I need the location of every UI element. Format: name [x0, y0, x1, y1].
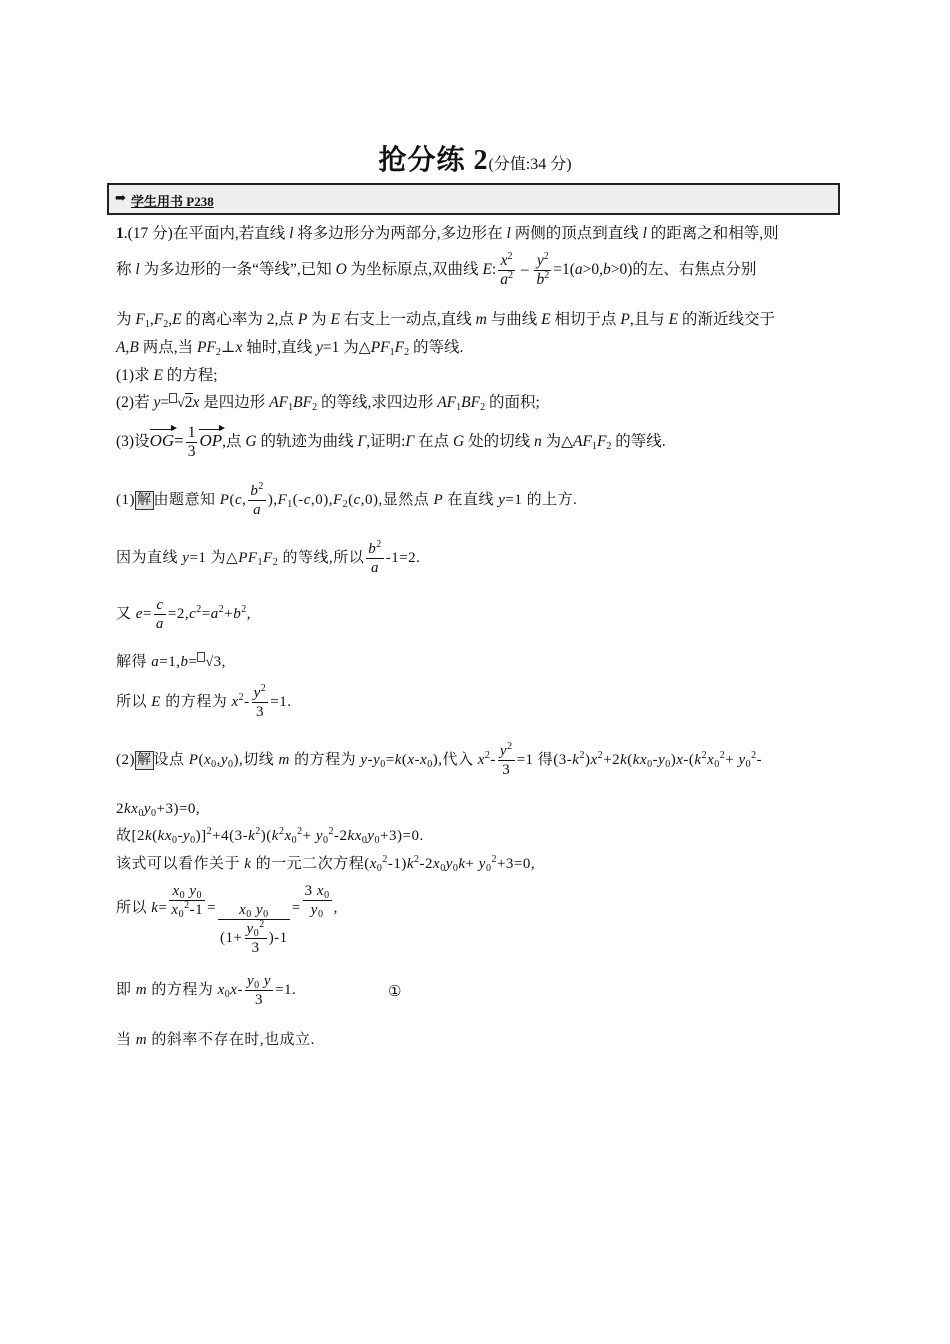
problem-line-2: 称 l 为多边形的一条“等线”,已知 O 为坐标原点,双曲线 E: $\frac{x^2}{a^2}$ – $\frac{y^2}{b^2}$ =1(a>0,b>0)的左、右焦点分别 — [116, 251, 757, 288]
solution-line-1: (1) 解 由题意知 P(c, $\frac{b^2}{a}$ )$,F_1(-c,0),F_2(c,0)$,显然点 P 在直线 y=1 的上方. — [116, 481, 578, 518]
solution-marker: 解 — [137, 492, 152, 508]
arrow-icon: ➡ — [115, 190, 126, 205]
solution-line-5: 所以 E 的方程为 $x^2-$ $\frac{y^2}{3}$ =1. — [116, 683, 292, 720]
problem-line-4: A,B 两点,当 $PF_2\perp x$ 轴时,直线 y=1 为$\triangle PF_1F_2$ 的等线. — [116, 339, 464, 358]
solution-line-7: $2kx_0y_0+3)=0$, — [116, 801, 201, 819]
textbook-reference-banner — [107, 183, 840, 215]
problem-part-2: (2)若 y= √2x 是四边形 $AF_1BF_2$ 的等线,求四边形 $AF_1BF_2$ 的面积; — [116, 394, 540, 413]
solution-line-8: 故$[2k(kx_0-y_0)]^2+4(3-k^2)(k^2x_0^2+ y_0^2-2kx_0y_0+3)=0$. — [116, 826, 424, 846]
equation-marker: ① — [388, 984, 402, 1000]
textbook-reference-link[interactable]: 学生用书 P238 — [131, 194, 214, 209]
solution-marker-2: 解 — [137, 752, 152, 768]
solution-line-6: (2) 解 设点 $P(x_0,y_0)$,切线 m 的方程为 $y-y_0=k(x-x_0)$,代入 $x^2-$ $\frac{y^2}{3}$ =1 得$(3-k^2)x^2+2k(kx_0-y_0)x-(k^2x_0^2+ y_0^2-$ — [116, 741, 763, 778]
solution-line-11: 即 m 的方程为 $x_0x-$ $\frac{y_0 y}{3}$ =1. — [116, 973, 297, 1008]
title-main: 抢分练 2 — [378, 145, 489, 176]
title-score: (分值:34 分) — [488, 156, 572, 173]
problem-line-3: 为 $F_1,F_2,E$ 的离心率为 2,点 P 为 E 右支上一动点,直线 m 与曲线 E 相切于点 P,且与 E 的渐近线交于 — [116, 311, 775, 330]
problem-part-1: (1)求 E 的方程; — [116, 367, 218, 384]
solution-line-3: 又 e= $\frac{c}{a}$ $=2,c^2=a^2+b^2$, — [116, 597, 251, 632]
solution-line-10: 所以 k= $\frac{x_0 y_0}{x_0^2-1}$ = $x_0$ $y_0$ (1+ $\frac{y_0^2}{3}$ )-1 = $\frac{3 x_0}{y_0}$ , — [116, 883, 338, 957]
problem-line-1: 1.(17 分)在平面内,若直线 l 将多边形分为两部分,多边形在 l 两侧的顶点到直线 l 的距离之和相等,则 — [116, 225, 779, 242]
solution-line-9: 该式可以看作关于 k 的一元二次方程$(x_0^2-1)k^2-2x_0y_0k+ y_0^2+3=0$, — [116, 854, 536, 874]
problem-part-3: (3)设OG= $\frac{1}{3}$ OP,点 G 的轨迹为曲线 Γ,证明:Γ 在点 G 处的切线 n 为$\triangle AF_1F_2$ 的等线. — [116, 424, 666, 460]
solution-line-2: 因为直线 y=1 为$\triangle PF_1F_2$ 的等线,所以 $\frac{b^2}{a}$ -1=2. — [116, 539, 421, 576]
solution-line-12: 当 m 的斜率不存在时,也成立. — [116, 1032, 315, 1048]
page-title — [0, 138, 950, 178]
solution-line-4: 解得 a=1,b= √3, — [116, 654, 226, 670]
